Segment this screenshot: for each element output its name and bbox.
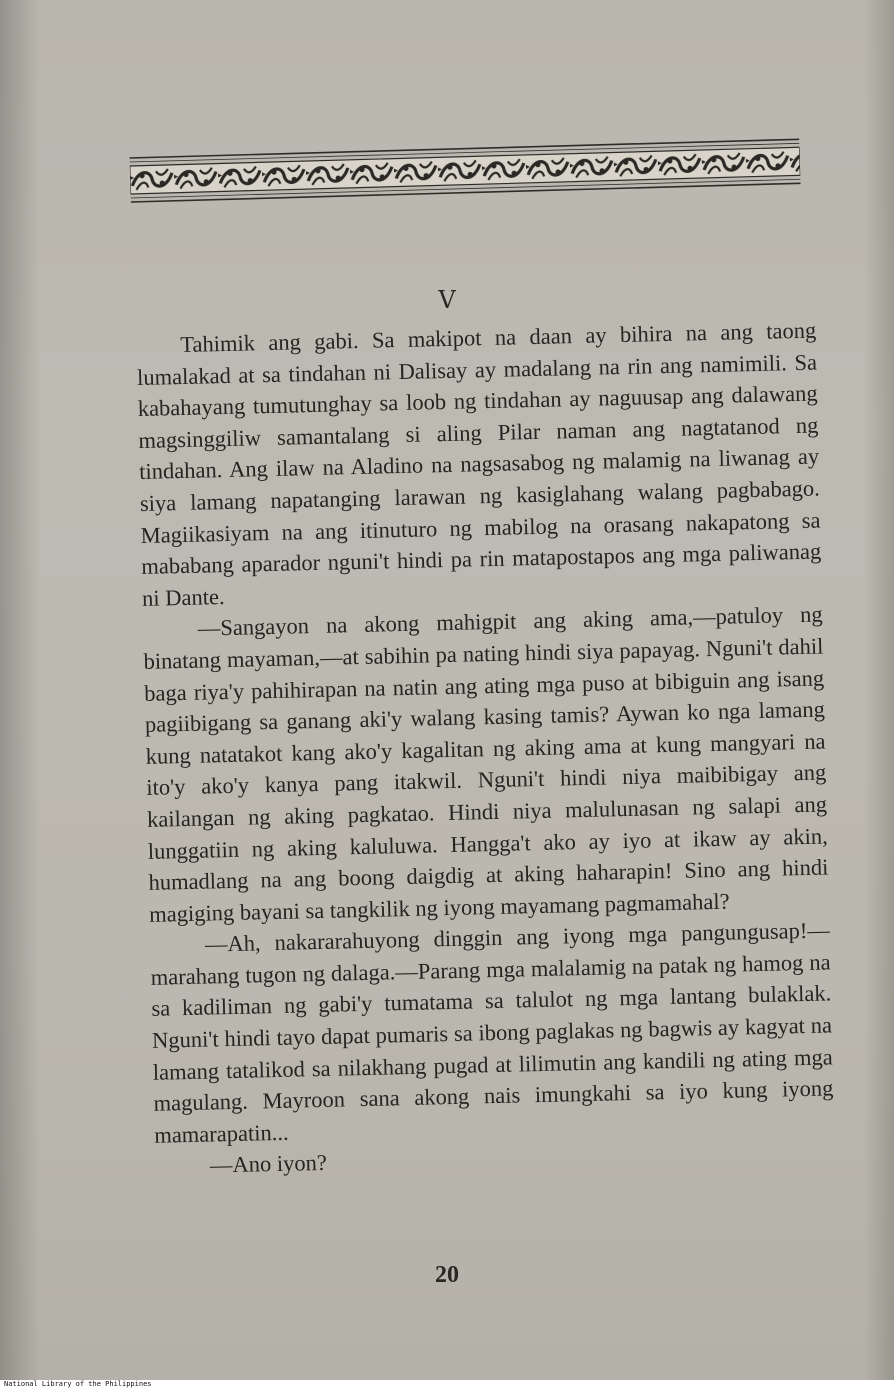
chapter-heading: V (438, 286, 456, 314)
page-number: 20 (435, 1262, 459, 1288)
paragraph-dante-speech: —Sangayon na akong mahigpit ang aking ama,—patuloy ng binatang mayaman,—at sabihin pa nating hindi siya papayag. Nguni't dahil baga riya'y pahihirapan na natin ang ating mga puso at bibiguin ang isang pagiibigang sa ganang aki'y walang kasing tamis? Aywan ko nga lamang kung natatakot kang ako'y kagalitan ng aking ama at kung mangyari na ito'y ako'y kanya pang itakwil. Nguni't hindi niya maibibigay ang kailangan ng aking pagkatao. Hindi niya malulunasan ng salapi ang lunggatiin ng aking kaluluwa. Hangga't ako ay iyo at ikaw ay akin, humadlang na ang boong daigdig at aking haharapin! Sino ang hindi magiging bayani sa tangkilik ng iyong mayamang pagmamahal? (143, 601, 829, 927)
library-credit: National Library of the Philippines (4, 1380, 152, 1388)
paragraph-dalisay-reply: —Ah, nakararahuyong dinggin ang iyong mga pangungusap!—marahang tugon ng dalaga.—Parang mga malalamig na patak ng hamog na sa kadiliman ng gabi'y tumatama sa talulot ng mga lantang bulaklak. Nguni't hindi tayo dapat pumaris sa ibong paglakas ng bagwis ay kagyat na lamang tatalikod sa nilakhang pugad at lilimutin ang kandili ng ating mga magulang. Mayroon sana akong nais imungkahi sa iyo kung iyong mamarapatin... (150, 917, 834, 1148)
paragraph-narration: Tahimik ang gabi. Sa makipot na daan ay bihira na ang taong lumalakad at sa tindahan ni Dalisay ay madalang na rin ang namimili. Sa kabahayang tumutunghay sa loob ng tindahan ay naguusap ang dalawang magsinggiliw samantalang si aling Pilar naman ang nagtatanod ng tindahan. Ang ilaw na Aladino na nagsasabog ng malamig na liwanag ay siya lamang napatanging larawan ng kasiglahang walang pagbabago. Magiikasiyam na ang itinuturo ng mabilog na orasang nakapatong sa mababang aparador nguni't hindi pa rin matapostapos ang mga paliwanag ni Dante. (136, 317, 822, 611)
body-text (136, 315, 835, 1183)
decorative-header-ornament (129, 119, 801, 210)
paragraph-question: —Ano iyon? (209, 1150, 328, 1178)
